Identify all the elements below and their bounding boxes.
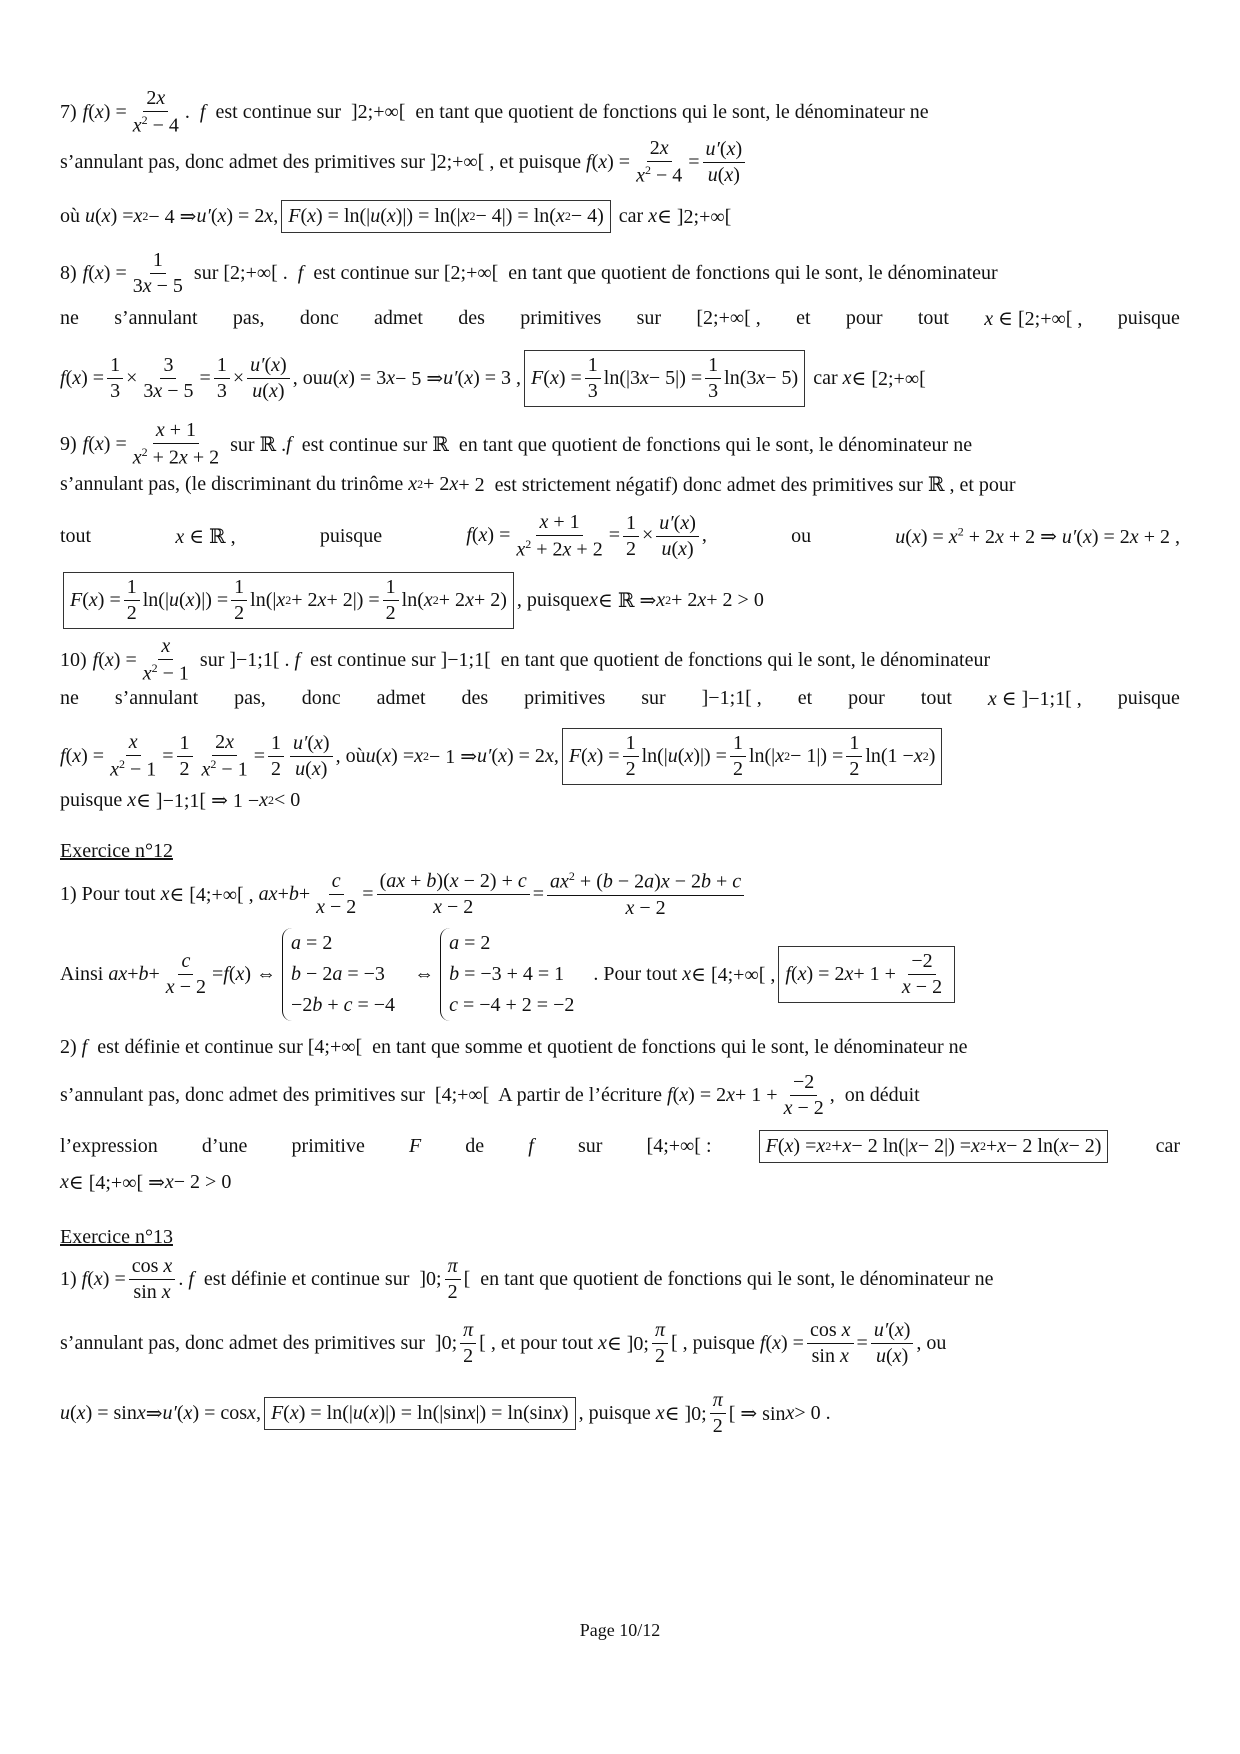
q8-line2: ne s’annulant pas, donc admet des primitives sur [2;+∞[ , et pour tout x ∈ [2;+∞[ , puisque <box>60 307 1180 330</box>
ex13-q1-line3: u ( x ) = sin x ⇒ u′ ( x ) = cos x , F ( x ) = ln(| u ( x )|) = ln(|sin x |) = ln(sin x ) , puisque x ∈ ]0; $\frac{\pi}{2}$ [ ⇒ sin x > 0 . <box>60 1389 831 1437</box>
q9-line2: s’annulant pas, (le discriminant du trinôme x 2 + 2 x + 2 est strictement négatif) donc admet des primitives sur ℝ , et pour <box>60 473 1016 496</box>
q10-line1: 10) f ( x ) = $\frac{x}{x^2 - 1}$ sur ]−1;1[ . f est continue sur ]−1;1[ en tant que quotient de fonctions qui le sont, le dénominateur <box>60 635 991 685</box>
answer-box: F ( x ) = ln(| u ( x )|) = ln(|sin x |) = ln(sin x ) <box>264 1397 576 1430</box>
q8-line1: 8) f ( x ) = $\frac{1}{3x - 5}$ sur [2;+∞[ . f est continue sur [2;+∞[ en tant que quotient de fonctions qui le sont, le dénominateur <box>60 249 998 297</box>
ex12-q2-line4: x ∈ [4;+∞[ ⇒ x − 2 > 0 <box>60 1171 232 1194</box>
q10-line2: ne s’annulant pas, donc admet des primitives sur ]−1;1[ , et pour tout x ∈ ]−1;1[ , puisque <box>60 687 1180 710</box>
ex12-q2-line1: 2) f est définie et continue sur [4;+∞[ en tant que somme et quotient de fonctions qui le sont, le dénominateur ne <box>60 1036 968 1058</box>
answer-box: F ( x ) = $\frac{1}{3}$ ln(|3 x − 5|) = $\frac{1}{3}$ ln(3 x − 5) <box>524 350 805 407</box>
q7-line3: où u ( x ) = x 2 − 4 ⇒ u′ ( x ) = 2 x , F ( x ) = ln(| u ( x )|) = ln(| x 2 − 4|) = ln( x 2 − 4) car x ∈ ]2;+∞[ <box>60 200 1180 233</box>
ex13-q1-line1: 1) f ( x ) = $\frac{\text{cos x}}{\text{sin x}}$ . f est définie et continue sur ]0; $\frac{\pi}{2}$ [ en tant que quotient de fonctions qui le sont, le dénominateur ne <box>60 1255 994 1303</box>
answer-box: F ( x ) = ln(| u ( x )|) = ln(| x 2 − 4|) = ln( x 2 − 4) <box>281 200 611 233</box>
q9-line3: tout x ∈ ℝ , puisque f(x) = $\frac{x + 1}{x^2 + 2x + 2}$ = $\frac{1}{2}$ × $\frac{u'(x)}{u(x)}$ , ou $u(x) = x^2 + 2x + 2$ ⇒ u′(x) = 2x + 2 , <box>60 511 1180 561</box>
answer-box: F ( x ) = $\frac{1}{2}$ ln(| u ( x )|) = $\frac{1}{2}$ ln(| x 2 + 2 x + 2|) = $\frac{1}{2}$ ln( x 2 + 2 x + 2) <box>63 572 514 629</box>
q7-line2: s’annulant pas, donc admet des primitives sur ]2;+∞[ , et puisque f ( x ) = $\frac{2x}{x^2 - 4}$ = $\frac{u'(x)}{u(x)}$ <box>60 138 1180 187</box>
exercise-13-title: Exercice n°13 <box>60 1226 173 1248</box>
answer-box: f ( x ) = 2 x + 1 + $\frac{-2}{x - 2}$ <box>778 946 955 1003</box>
ex12-q2-line3: l’expression d’une primitive F de f sur [4;+∞[ : F ( x ) = x 2 + x − 2 ln(| x − 2|) = x 2 + x − 2 ln( x − 2) car <box>60 1130 1180 1163</box>
ex12-q1-line1: 1) Pour tout x ∈ [4;+∞[ , ax + b + $\frac{c}{x - 2}$ = $\frac{(ax + b)(x - 2) + c}{x - 2}$ = $\frac{ax^2 + (b - 2a)x - 2b + c}{x - 2}$ <box>60 870 1180 919</box>
page-number: Page 10/12 <box>579 1620 661 1640</box>
fraction: $\frac{2x}{x^2 - 4}$ <box>132 87 179 137</box>
equation-system-1: a = 2 b − 2a = −3 −2b + c = −4 <box>282 928 403 1021</box>
q10-line3: f ( x ) = $\frac{x}{x^2 - 1}$ = $\frac{1}{2}$ $\frac{2x}{x^2 - 1}$ = $\frac{1}{2}$ $\frac{u'(x)}{u(x)}$ , où u ( x ) = x 2 − 1 ⇒ u′ ( x ) = 2 x , F ( x ) = $\frac{1}{2}$ ln(| u ( x )|) = $\frac{1}{2}$ ln(| x 2 − 1|) = $\frac{1}{2}$ ln(1 − x 2 ) <box>60 728 1180 785</box>
q8-line3: f ( x ) = $\frac{1}{3}$ × $\frac{3}{3x - 5}$ = $\frac{1}{3}$ × $\frac{u'(x)}{u(x)}$ , ou u ( x ) = 3 x − 5 ⇒ u′ ( x ) = 3 , F ( x ) = $\frac{1}{3}$ ln(|3 x − 5|) = $\frac{1}{3}$ ln(3 x − 5) car x ∈ [2;+∞[ <box>60 350 1180 407</box>
ex13-q1-line2: s’annulant pas, donc admet des primitives sur ]0; $\frac{\pi}{2}$ [ , et pour tout x ∈ ]0; $\frac{\pi}{2}$ [ , puisque f ( x ) = $\frac{\text{cos x}}{\text{sin x}}$ = $\frac{u'(x)}{u(x)}$ , ou <box>60 1319 947 1367</box>
q10-line4: puisque x ∈ ]−1;1[ ⇒ 1 − x 2 < 0 <box>60 789 301 812</box>
answer-box: F ( x ) = x 2 + x − 2 ln(| x − 2|) = x 2 + x − 2 ln( x − 2) <box>759 1130 1109 1163</box>
exercise-12-title: Exercice n°12 <box>60 840 173 862</box>
q9-line4: F ( x ) = $\frac{1}{2}$ ln(| u ( x )|) = $\frac{1}{2}$ ln(| x 2 + 2 x + 2|) = $\frac{1}{2}$ ln( x 2 + 2 x + 2) , puisque x ∈ ℝ ⇒ x 2 + 2 x + 2 > 0 <box>60 572 1180 629</box>
q7-label: 7) <box>60 100 77 123</box>
q7-line1: 7) f ( x ) = $\frac{2x}{x^2 - 4}$ . f est continue sur ]2;+∞[ en tant que quotient de fonctions qui le sont, le dénominateur ne <box>60 87 929 137</box>
answer-box: F ( x ) = $\frac{1}{2}$ ln(| u ( x )|) = $\frac{1}{2}$ ln(| x 2 − 1|) = $\frac{1}{2}$ ln(1 − x 2 ) <box>562 728 943 785</box>
equation-system-2: a = 2 b = −3 + 4 = 1 c = −4 + 2 = −2 <box>440 928 582 1021</box>
ex12-q1-line2: Ainsi ax + b + $\frac{c}{x - 2}$ = f ( x ) ⇔ a = 2 b − 2a = −3 −2b + c = −4 ⇔ a = 2 b = −3 + 4 = 1 c = −4 + 2 = −2 . Pour tout x ∈ [4;+∞[ , f ( x ) = 2 x + 1 + $\frac{-2}{x - 2}$ <box>60 928 1180 1021</box>
ex12-q2-line2: s’annulant pas, donc admet des primitives sur [4;+∞[ A partir de l’écriture f ( x ) = 2 x + 1 + $\frac{-2}{x - 2}$ , on déduit <box>60 1071 920 1119</box>
q9-line1: 9) f ( x ) = $\frac{x + 1}{x^2 + 2x + 2}$ sur ℝ . f est continue sur ℝ en tant que quotient de fonctions qui le sont, le dénominateur ne <box>60 419 973 469</box>
